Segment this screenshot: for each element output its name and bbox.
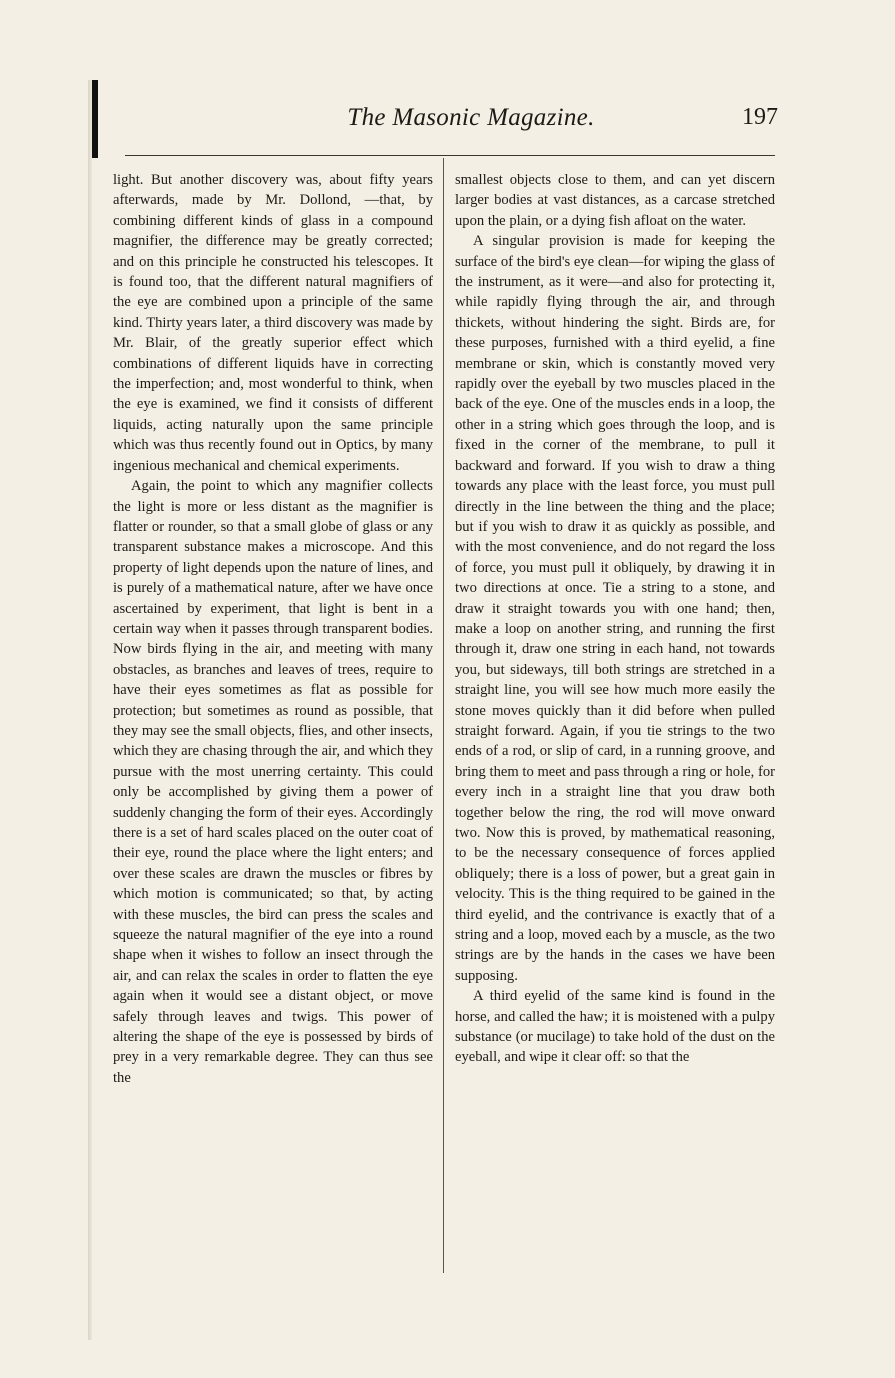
paragraph: smallest objects close to them, and can yet discern larger bodies at vast distances, as a carcase stretched upon the plain, or a dying fish afloat on the water.	[455, 172, 775, 229]
right-column	[455, 170, 775, 1068]
paragraph: A third eyelid of the same kind is found in the horse, and called the haw; it is moistened with a pulpy substance (or mucilage) to take hold of the dust on the eyeball, and wipe it clear off: so that the	[455, 988, 775, 1066]
paragraph: Again, the point to which any magnifier collects the light is more or less distant as the magnifier is flatter or rounder, so that a small globe of glass or any transparent substance makes a microscope. And this property of light depends upon the nature of lines, and is purely of a mathematical nature, after we have once ascertained by experiment, that light is bent in a certain way when it passes through transparent bodies. Now birds flying in the air, and meeting with many obstacles, as branches and leaves of trees, require to have their eyes sometimes as flat as possible for protection; but sometimes as round as possible, that they may see the small objects, flies, and other insects, which they are chasing through the air, and which they pursue with the most unerring certainty. This could only be accomplished by giving them a power of suddenly changing the form of their eyes. Accordingly there is a set of hard scales placed on the outer coat of their eye, round the place where the light enters; and over these scales are drawn the muscles or fibres by which motion is communicated; so that, by acting with these muscles, the bird can press the scales and squeeze the natural magnifier of the eye into a round shape when it wishes to follow an insect through the air, and can relax the scales in order to flatten the eye again when it would see a distant object, or move safely through leaves and twigs. This power of altering the shape of the eye is possessed by birds of prey in a very remarkable degree. They can thus see the	[113, 478, 433, 1086]
column-divider	[443, 158, 444, 1273]
page-number: 197	[742, 104, 778, 130]
paragraph: light. But another discovery was, about fifty years afterwards, made by Mr. Dollond, —that, by combining different kinds of glass in a compound magnifier, the difference may be greatly corrected; and on this principle he constructed his telescopes. It is found too, that the different natural magnifiers of the eye are combined upon a principle of the same kind. Thirty years later, a third discovery was made by Mr. Blair, of the greatly superior effect which combinations of different liquids have in correcting the imperfection; and, most wonderful to think, when the eye is examined, we find it consists of different liquids, acting naturally upon the same principle which was thus recently found out in Optics, by many ingenious mechanical and chemical experiments.	[113, 172, 433, 474]
page-binding-edge	[88, 80, 92, 1340]
magazine-title: The Masonic Magazine.	[347, 104, 595, 131]
left-column	[113, 170, 433, 1088]
paragraph: A singular provision is made for keeping the surface of the bird's eye clean—for wiping the glass of the instrument, as it were—and also for protecting it, while rapidly flying through the air, and through thickets, without hindering the sight. Birds are, for these purposes, furnished with a third eyelid, a fine membrane or skin, which is constantly moved very rapidly over the eyeball by two muscles placed in the back of the eye. One of the muscles ends in a loop, the other in a string which goes through the loop, and is fixed in the corner of the membrane, to pull it backward and forward. If you wish to draw a thing towards any place with the least force, you must pull directly in the line between the thing and the place; but if you wish to draw it as quickly as possible, and with the most convenience, and do not regard the loss of force, you must pull it obliquely, by drawing it in two directions at once. Tie a string to a stone, and draw it straight towards you with one hand; then, make a loop on another string, and running the first through it, draw one string in each hand, not towards you, but sideways, till both strings are stretched in a straight line, you will see how much more easily the stone moves quickly than it did before when pulled straight forward. Again, if you tie strings to the two ends of a rod, or slip of card, in a running groove, and bring them to meet and pass through a ring or hole, for every inch in a straight line that you draw both together below the ring, the rod will move onward two. Now this is proved, by mathematical reasoning, to be the necessary consequence of forces applied obliquely; there is a loss of power, but a great gain in velocity. This is the thing required to be gained in the third eyelid, and the contrivance is exactly that of a string and a loop, moved each by a muscle, as the two strings are by the hands in the cases we have been supposing.	[455, 233, 775, 984]
running-header	[0, 100, 895, 140]
header-rule	[125, 155, 775, 156]
